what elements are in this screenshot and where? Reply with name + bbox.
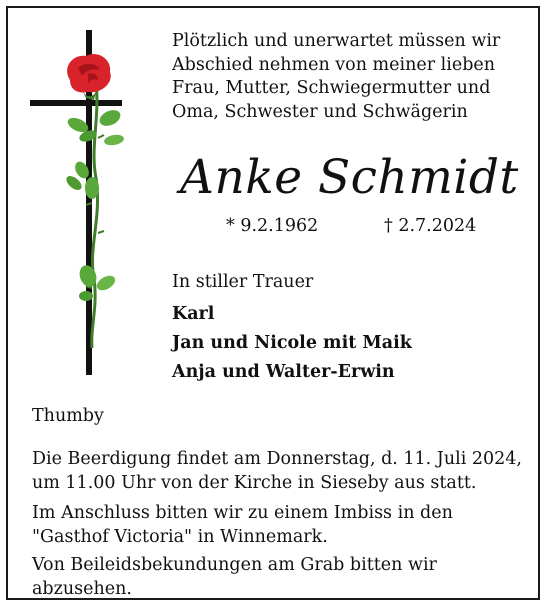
reception-info-line: "Gasthof Victoria" in Winnemark.: [32, 526, 328, 547]
condolence-note-line: abzusehen.: [32, 578, 132, 599]
funeral-info-line: um 11.00 Uhr von der Kirche in Sieseby aus statt.: [32, 472, 477, 493]
reception-info: [32, 502, 453, 549]
intro-line: Plötzlich und unerwartet müssen wir: [172, 31, 501, 51]
funeral-info: [32, 448, 522, 495]
intro-line: Frau, Mutter, Schwiegermutter und: [172, 78, 491, 98]
birth-date: * 9.2.1962: [226, 216, 319, 236]
intro-text: [172, 30, 542, 124]
mourning-heading: In stiller Trauer: [172, 272, 314, 292]
mourner-list: [172, 300, 412, 387]
place-name: Thumby: [32, 406, 104, 426]
mourner-name: Jan und Nicole mit Maik: [172, 333, 412, 353]
condolence-note: [32, 554, 437, 601]
intro-line: Oma, Schwester und Schwägerin: [172, 101, 468, 122]
reception-info-line: Im Anschluss bitten wir zu einem Imbiss in den: [32, 503, 453, 523]
cross-with-rose-icon: [26, 28, 126, 378]
intro-line: Abschied nehmen von meiner lieben: [172, 54, 496, 75]
condolence-note-line: Von Beileidsbekundungen am Grab bitten wir: [32, 555, 437, 575]
deceased-name: Anke Schmidt: [180, 150, 519, 205]
mourner-name: Karl: [172, 304, 215, 324]
death-date: † 2.7.2024: [384, 216, 477, 236]
funeral-info-line: Die Beerdigung findet am Donnerstag, d. 11. Juli 2024,: [32, 449, 522, 469]
obituary-frame: [6, 6, 540, 600]
mourner-name: Anja und Walter-Erwin: [172, 362, 395, 382]
